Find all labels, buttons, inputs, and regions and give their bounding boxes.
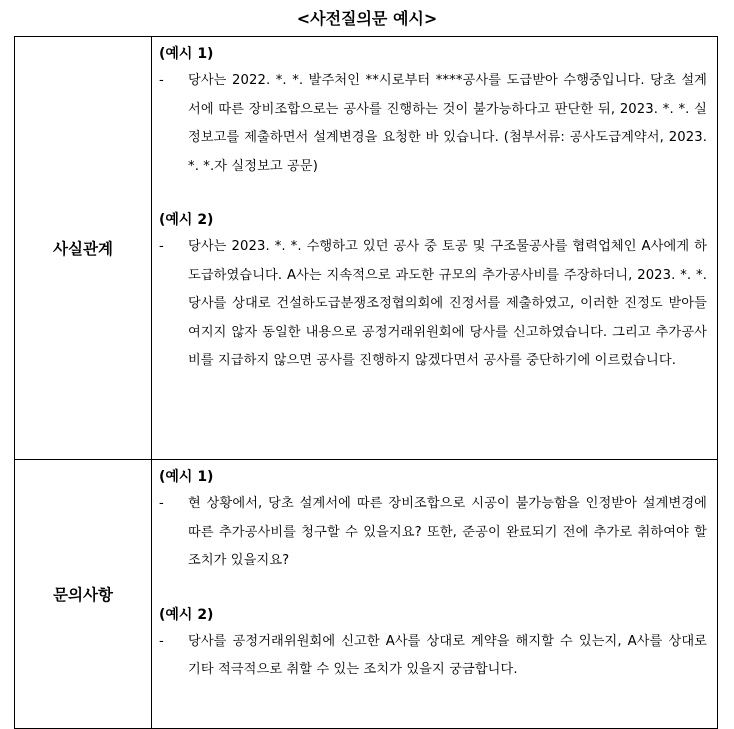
example-item	[159, 628, 707, 685]
example-heading: (예시 2)	[159, 606, 214, 623]
example-heading: (예시 2)	[159, 212, 214, 228]
document-title: <사전질의문 예시>	[296, 9, 438, 28]
bullet-dash: -	[159, 239, 164, 254]
bullet-dash: -	[159, 633, 164, 649]
table-row-questions	[15, 460, 718, 729]
example-heading: (예시 1)	[159, 469, 214, 485]
row-content-facts	[152, 37, 718, 460]
example-item	[159, 490, 707, 576]
example-text: 현 상황에서, 당초 설계서에 따른 장비조합으로 시공이 불가능함을 인정받아 설계변경에 따른 추가공사비를 청구할 수 있을지요? 또한, 준공이 완료되기 전에 추가로 취하여야 할 조치가 있을지요?	[188, 496, 707, 568]
example-heading: (예시 1)	[159, 46, 214, 62]
row-content-questions	[152, 460, 718, 729]
bullet-dash: -	[159, 496, 164, 511]
example-item	[159, 67, 707, 181]
example-item	[159, 233, 707, 376]
spacer	[159, 576, 707, 602]
row-label-questions: 문의사항	[15, 460, 152, 729]
table-row-facts	[15, 37, 718, 460]
example-text: 당사를 공정거래위원회에 신고한 A사를 상대로 계약을 해지할 수 있는지, A사를 상대로 기타 적극적으로 취할 수 있는 조치가 있을지 궁금합니다.	[188, 633, 707, 677]
row-label-facts: 사실관계	[15, 37, 152, 460]
example-text: 당사는 2023. *. *. 수행하고 있던 공사 중 토공 및 구조물공사를 협력업체인 A사에게 하도급하였습니다. A사는 지속적으로 과도한 규모의 추가공사비를 주장하더니, 2023. *. *. 당사를 상대로 건설하도급분쟁조정협의회에 진정서를 제출하였고, 이러한 진정도 받아들여지지 않자 동일한 내용으로 공정거래위원회에 당사를 신고하였습니다. 그리고 추가공사비를 지급하지 않으면 공사를 진행하지 않겠다면서 공사를 중단하기에 이르렀습니다.	[188, 239, 707, 368]
spacer	[159, 181, 707, 207]
example-table	[14, 36, 718, 729]
example-text: 당사는 2022. *. *. 발주처인 **시로부터 ****공사를 도급받아 수행중입니다. 당초 설계서에 따른 장비조합으로는 공사를 진행하는 것이 불가능하다고 판단한 뒤, 2023. *. *. 실정보고를 제출하면서 설계변경을 요청한 바 있습니다. (첨부서류: 공사도급계약서, 2023. *. *.자 실정보고 공문)	[188, 73, 707, 174]
bullet-dash: -	[159, 73, 164, 88]
